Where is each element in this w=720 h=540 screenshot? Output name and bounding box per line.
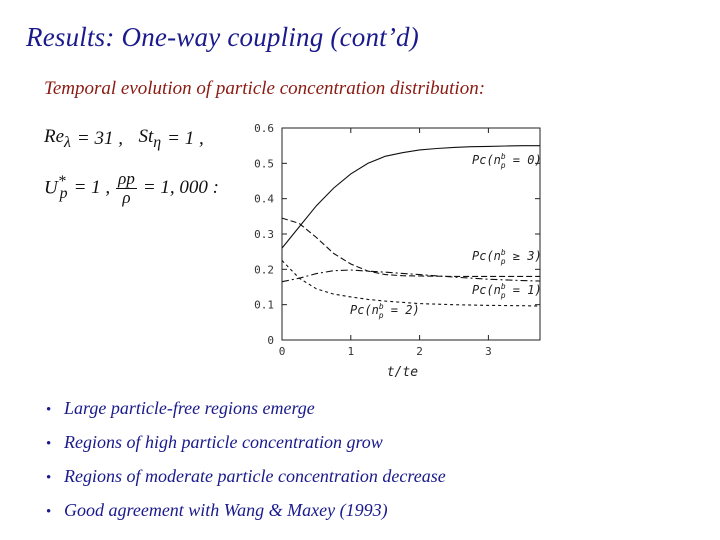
x-axis-label: t/te bbox=[386, 365, 419, 380]
y-tick-label: 0.6 bbox=[254, 122, 274, 135]
density-ratio: $\frac{\rho p}{\rho}$ bbox=[118, 169, 135, 207]
series-label-1: $Pc(n^b$ p ≥ 3) bbox=[472, 248, 542, 266]
x-tick-label: 2 bbox=[416, 345, 423, 358]
list-item: • Regions of moderate particle concentration decrease bbox=[46, 466, 446, 486]
bullet-icon: • bbox=[46, 402, 52, 418]
density-ratio-value: = 1, 000 : bbox=[142, 177, 219, 199]
series-label-2: $Pc(n^b$ p = 1) bbox=[472, 282, 542, 300]
params-line-1 bbox=[44, 126, 204, 152]
x-tick-label: 0 bbox=[278, 345, 286, 358]
velocity-value: = 1 , bbox=[73, 177, 111, 199]
y-tick-label: 0.3 bbox=[254, 228, 274, 241]
y-tick-label: 0.2 bbox=[254, 263, 274, 277]
list-item: • Good agreement with Wang & Maxey (1993) bbox=[46, 500, 388, 520]
findings-list bbox=[46, 398, 446, 534]
y-tick-label: 0.5 bbox=[254, 157, 274, 171]
params-line-2 bbox=[44, 170, 219, 207]
concentration-chart bbox=[240, 118, 550, 386]
y-tick-label: 0.4 bbox=[254, 192, 274, 206]
bullet-icon: • bbox=[46, 504, 52, 520]
series-label-0: $Pc(n^b$ p = 0) bbox=[472, 152, 542, 170]
list-item: • Large particle-free regions emerge bbox=[46, 398, 315, 418]
bullet-icon: • bbox=[46, 470, 52, 486]
y-tick-label: 0.1 bbox=[254, 298, 274, 312]
x-tick-label: 1 bbox=[347, 345, 355, 358]
y-tick-label: 0 bbox=[267, 334, 274, 347]
reynolds-label: $Re_\lambda$ bbox=[44, 126, 71, 151]
reynolds-value: = 31 , bbox=[76, 127, 123, 149]
list-item: • Regions of high particle concentration grow bbox=[46, 432, 383, 452]
slide-title: Results: One-way coupling (cont’d) bbox=[26, 22, 419, 52]
velocity-label: $U^*_p$ bbox=[44, 173, 68, 203]
series-label-3: $Pc(n^b$ p = 2) bbox=[350, 302, 420, 320]
stokes-label: $St_\eta$ bbox=[138, 126, 162, 151]
concentration-chart-svg bbox=[240, 118, 550, 386]
bullet-icon: • bbox=[46, 436, 52, 452]
stokes-value: = 1 , bbox=[167, 127, 204, 149]
slide-subtitle: Temporal evolution of particle concentration distribution: bbox=[44, 78, 486, 99]
x-tick-label: 3 bbox=[485, 345, 492, 358]
